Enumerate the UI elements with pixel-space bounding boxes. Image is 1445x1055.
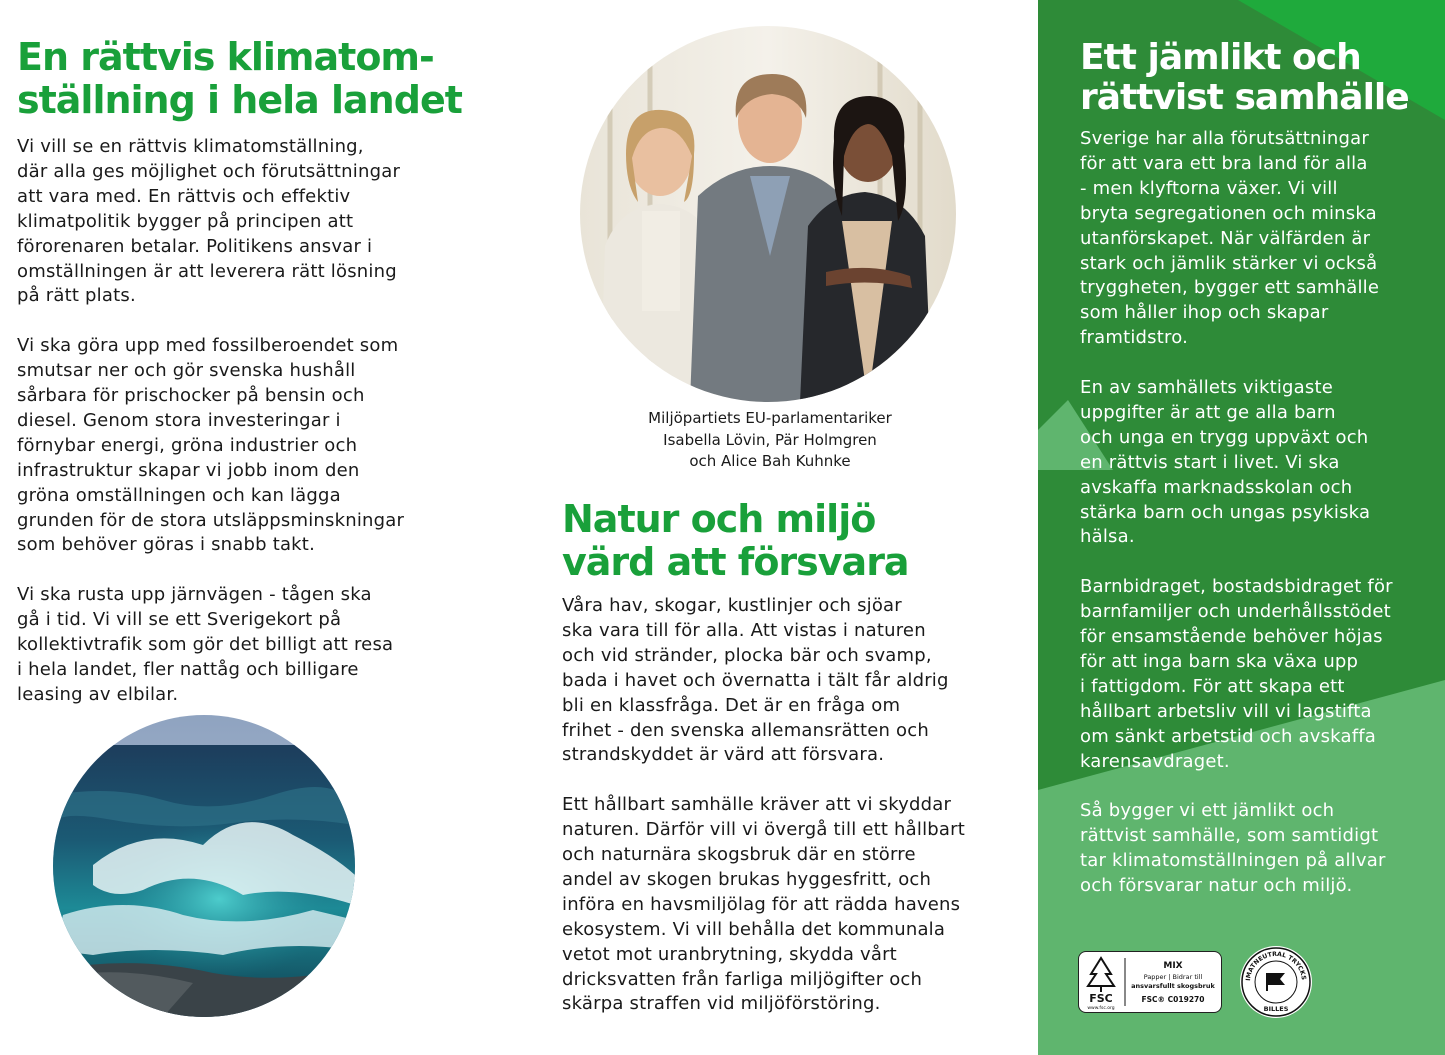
right-paragraph-1: Sverige har alla förutsättningar för att vara ett bra land för alla - men klyftorna växer. Vi vill bryta segregationen och minska utanförskapet. När välfärden är stark och jämlik stärker vi också tryggheten, bygger ett samhälle som håller ihop och skapar framtidstro. bbox=[1080, 128, 1380, 349]
fsc-mix: MIX bbox=[1163, 961, 1183, 971]
right-paragraph-4: Så bygger vi ett jämlikt och rättvist samhälle, som samtidigt tar klimatomställningen på allvar och försvarar natur och miljö. bbox=[1080, 800, 1386, 897]
right-paragraph-3: Barnbidraget, bostadsbidraget för barnfamiljer och underhållsstödet för ensamstående behöver höjas för att inga barn ska växa upp i fattigdom. För att skapa ett hållbart arbetsliv vill vi lagstifta om sänkt arbetstid och avskaffa karensavdraget. bbox=[1080, 576, 1393, 772]
fsc-label: FSC bbox=[1089, 992, 1113, 1005]
middle-heading: Natur och miljö värd att försvara bbox=[562, 497, 909, 584]
fsc-tree-icon bbox=[1088, 958, 1114, 992]
middle-paragraph-2: Ett hållbart samhälle kräver att vi skyddar naturen. Därför vill vi övergå till ett hållbart och naturnära skogsbruk där en större andel av skogen brukas hyggesfritt, och införa en havsmiljölag för att rädda havens ekosystem. Vi vill behålla det kommunala vetot mot uranbrytning, skydda vårt dricksvatten från farliga miljögifter och skärpa straffen vid miljöförstöring. bbox=[562, 794, 965, 1015]
climate-neutral-seal bbox=[1240, 946, 1312, 1018]
middle-paragraph-1: Våra hav, skogar, kustlinjer och sjöar ska vara till för alla. Att vistas i naturen och vid stränder, plocka bär och svamp, bada i havet och övernatta i tält får aldrig bli en klassfråga. Det är en fråga om frihet - den svenska allemansrätten och strandskyddet är värd att försvara. bbox=[562, 595, 949, 766]
politicians-photo bbox=[580, 26, 956, 402]
right-panel bbox=[1038, 0, 1445, 1055]
fsc-line-1: Papper | Bidrar till bbox=[1143, 973, 1203, 981]
seal-bottom-text: BILLES bbox=[1263, 1005, 1289, 1013]
fsc-url: www.fsc.org bbox=[1087, 1006, 1115, 1011]
fsc-certification-logo bbox=[1078, 951, 1222, 1013]
left-paragraph-3: Vi ska rusta upp järnvägen - tågen ska gå i tid. Vi vill se ett Sverigekort på kollektivtrafik som gör det billigt att resa i hela landet, fler nattåg och billigare leasing av elbilar. bbox=[17, 584, 394, 705]
fsc-code: FSC® C019270 bbox=[1141, 995, 1205, 1004]
left-heading: En rättvis klimatom- ställning i hela landet bbox=[17, 35, 462, 122]
seal-ring-text: IMATNEUTRAL TRYCKS bbox=[1245, 950, 1307, 982]
ocean-wave-photo bbox=[53, 715, 355, 1017]
photo-caption: Miljöpartiets EU-parlamentariker Isabella Lövin, Pär Holmgren och Alice Bah Kuhnke bbox=[648, 409, 892, 470]
left-body bbox=[17, 135, 404, 708]
right-heading: Ett jämlikt och rättvist samhälle bbox=[1080, 37, 1409, 119]
right-body bbox=[1080, 127, 1393, 899]
middle-body bbox=[562, 594, 965, 1017]
left-paragraph-2: Vi ska göra upp med fossilberoendet som smutsar ner och gör svenska hushåll sårbara för prischocker på bensin och diesel. Genom stora investeringar i förnybar energi, gröna industrier och infrastruktur skapar vi jobb inom den gröna omställningen och kan lägga grunden för de stora utsläppsminskningar som behöver göras i snabb takt. bbox=[17, 335, 405, 556]
fsc-line-2: ansvarsfullt skogsbruk bbox=[1131, 982, 1215, 990]
flag-icon bbox=[1267, 973, 1285, 991]
left-paragraph-1: Vi vill se en rättvis klimatomställning, där alla ges möjlighet och förutsättningar att vara med. En rättvis och effektiv klimatpolitik bygger på principen att förorenaren betalar. Politikens ansvar i omställningen är att leverera rätt lösning på rätt plats. bbox=[17, 136, 401, 307]
right-paragraph-2: En av samhällets viktigaste uppgifter är att ge alla barn och unga en trygg uppväxt och en rättvis start i livet. Vi ska avskaffa marknadsskolan och stärka barn och ungas psykiska hälsa. bbox=[1080, 377, 1371, 548]
